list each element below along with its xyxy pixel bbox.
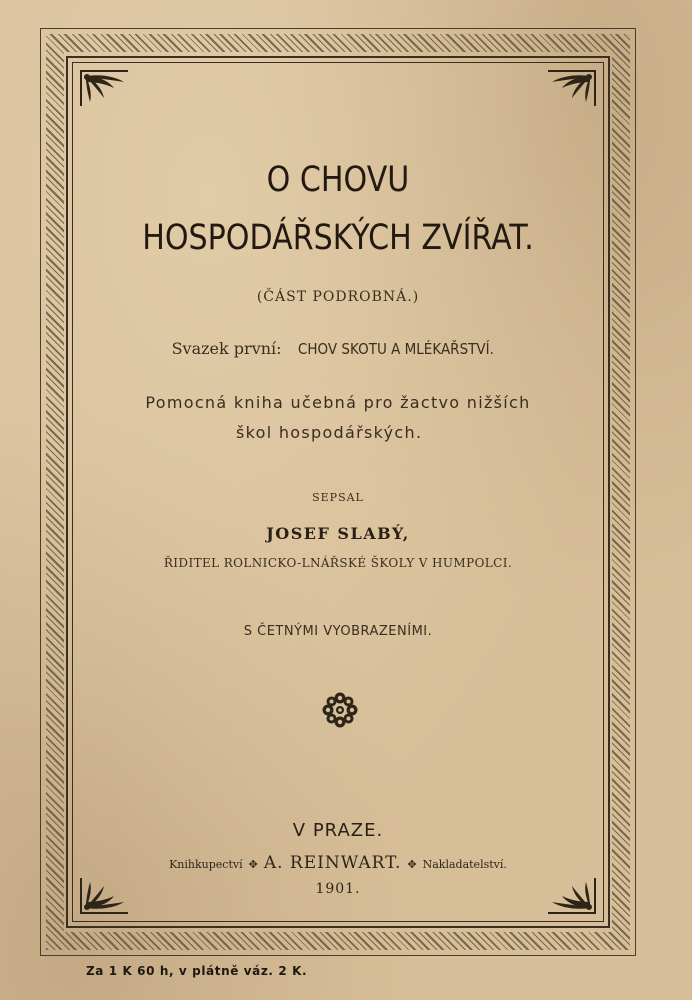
palmette-corner-icon — [546, 68, 598, 108]
volume-prefix: Svazek první: — [171, 339, 282, 358]
rosette-ornament-icon — [320, 690, 360, 730]
author-name: JOSEF SLABÝ, — [266, 524, 410, 543]
palmette-corner-icon — [78, 68, 130, 108]
volume-title: CHOV SKOTU A MLÉKAŘSTVÍ. — [297, 340, 494, 358]
helper-line-1: Pomocná kniha učebná pro žactvo nižších — [145, 393, 531, 412]
publisher-label: Nakladatelství. — [422, 858, 507, 871]
publisher-name: A. REINWART. — [263, 853, 402, 873]
publication-city: V PRAZE. — [292, 820, 384, 841]
author-position: ŘIDITEL ROLNICKO-LNÁŘSKÉ ŠKOLY V HUMPOLCI. — [163, 556, 513, 570]
separator-icon: ✥ — [248, 858, 258, 871]
bookseller-label: Knihkupectví — [169, 858, 243, 871]
title-line-1: O CHOVU — [266, 160, 410, 200]
publisher-line — [72, 853, 604, 877]
separator-icon: ✥ — [407, 858, 417, 871]
volume-line — [72, 339, 604, 358]
price-note: Za 1 K 60 h, v plátně váz. 2 K. — [86, 964, 308, 978]
title-line-2: HOSPODÁŘSKÝCH ZVÍŘAT. — [142, 218, 534, 258]
helper-line-2: škol hospodářských. — [236, 423, 423, 442]
illustrations-note: S ČETNÝMI VYOBRAZENÍMI. — [243, 624, 433, 639]
subtitle: (ČÁST PODROBNÁ.) — [256, 289, 420, 305]
publication-year: 1901. — [315, 881, 361, 897]
compiled-by-label: SEPSAL — [312, 491, 364, 504]
